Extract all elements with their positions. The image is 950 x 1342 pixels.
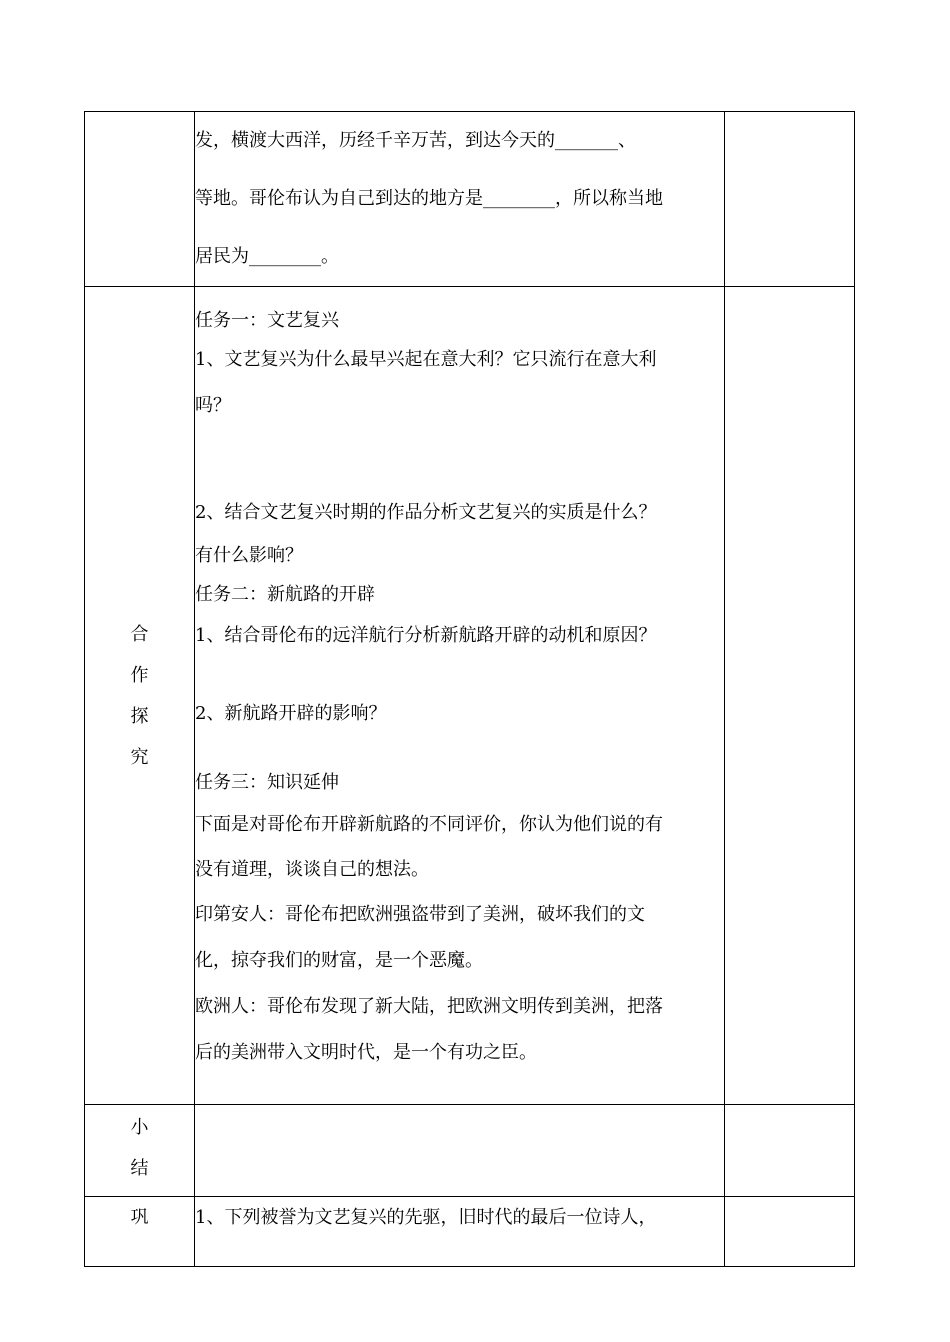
continuation-line: 居民为________。: [195, 246, 339, 267]
side-label-cell: [85, 1105, 195, 1197]
content-cell: [195, 112, 725, 287]
table-row: [85, 1105, 855, 1197]
task-title: 任务一：文艺复兴: [195, 310, 339, 331]
question-line: 1、文艺复兴为什么最早兴起在意大利？它只流行在意大利: [195, 349, 657, 370]
section-label-char: 巩: [130, 1207, 149, 1228]
table-row: [85, 112, 855, 287]
notes-cell: [725, 112, 855, 287]
question-line: 2、新航路开辟的影响？: [195, 703, 387, 724]
question-line: 吗？: [195, 395, 231, 416]
table-row: [85, 287, 855, 1105]
question-line: 1、下列被誉为文艺复兴的先驱，旧时代的最后一位诗人，: [195, 1207, 657, 1228]
paragraph-line: 欧洲人：哥伦布发现了新大陆，把欧洲文明传到美洲，把落: [195, 996, 663, 1017]
side-label-cell: [85, 287, 195, 1105]
side-label-cell: [85, 112, 195, 287]
side-label-cell: [85, 1197, 195, 1267]
paragraph-line: 化，掠夺我们的财富，是一个恶魔。: [195, 950, 483, 971]
paragraph-line: 印第安人：哥伦布把欧洲强盗带到了美洲，破坏我们的文: [195, 904, 645, 925]
content-cell: [195, 287, 725, 1105]
section-label-char: 小: [130, 1117, 149, 1138]
section-label-char: 作: [130, 664, 149, 686]
content-cell: [195, 1105, 725, 1197]
question-line: 2、结合文艺复兴时期的作品分析文艺复兴的实质是什么？: [195, 502, 657, 523]
task-title: 任务二：新航路的开辟: [195, 584, 375, 605]
continuation-line: 发，横渡大西洋，历经千辛万苦，到达今天的_______、: [195, 130, 636, 151]
notes-cell: [725, 1197, 855, 1267]
notes-cell: [725, 1105, 855, 1197]
content-cell: [195, 1197, 725, 1267]
lesson-plan-table: [84, 111, 855, 1267]
question-line: 1、结合哥伦布的远洋航行分析新航路开辟的动机和原因？: [195, 625, 657, 646]
paragraph-line: 后的美洲带入文明时代，是一个有功之臣。: [195, 1042, 537, 1063]
continuation-line: 等地。哥伦布认为自己到达的地方是________，所以称当地: [195, 188, 663, 209]
notes-cell: [725, 287, 855, 1105]
section-label-char: 结: [130, 1158, 149, 1179]
paragraph-line: 没有道理，谈谈自己的想法。: [195, 859, 429, 880]
section-label-char: 合: [130, 623, 149, 645]
paragraph-line: 下面是对哥伦布开辟新航路的不同评价，你认为他们说的有: [195, 814, 663, 835]
section-label-char: 究: [130, 746, 149, 768]
task-title: 任务三：知识延伸: [195, 772, 339, 793]
table-row: [85, 1197, 855, 1267]
question-line: 有什么影响？: [195, 545, 303, 566]
section-label-char: 探: [130, 705, 149, 727]
